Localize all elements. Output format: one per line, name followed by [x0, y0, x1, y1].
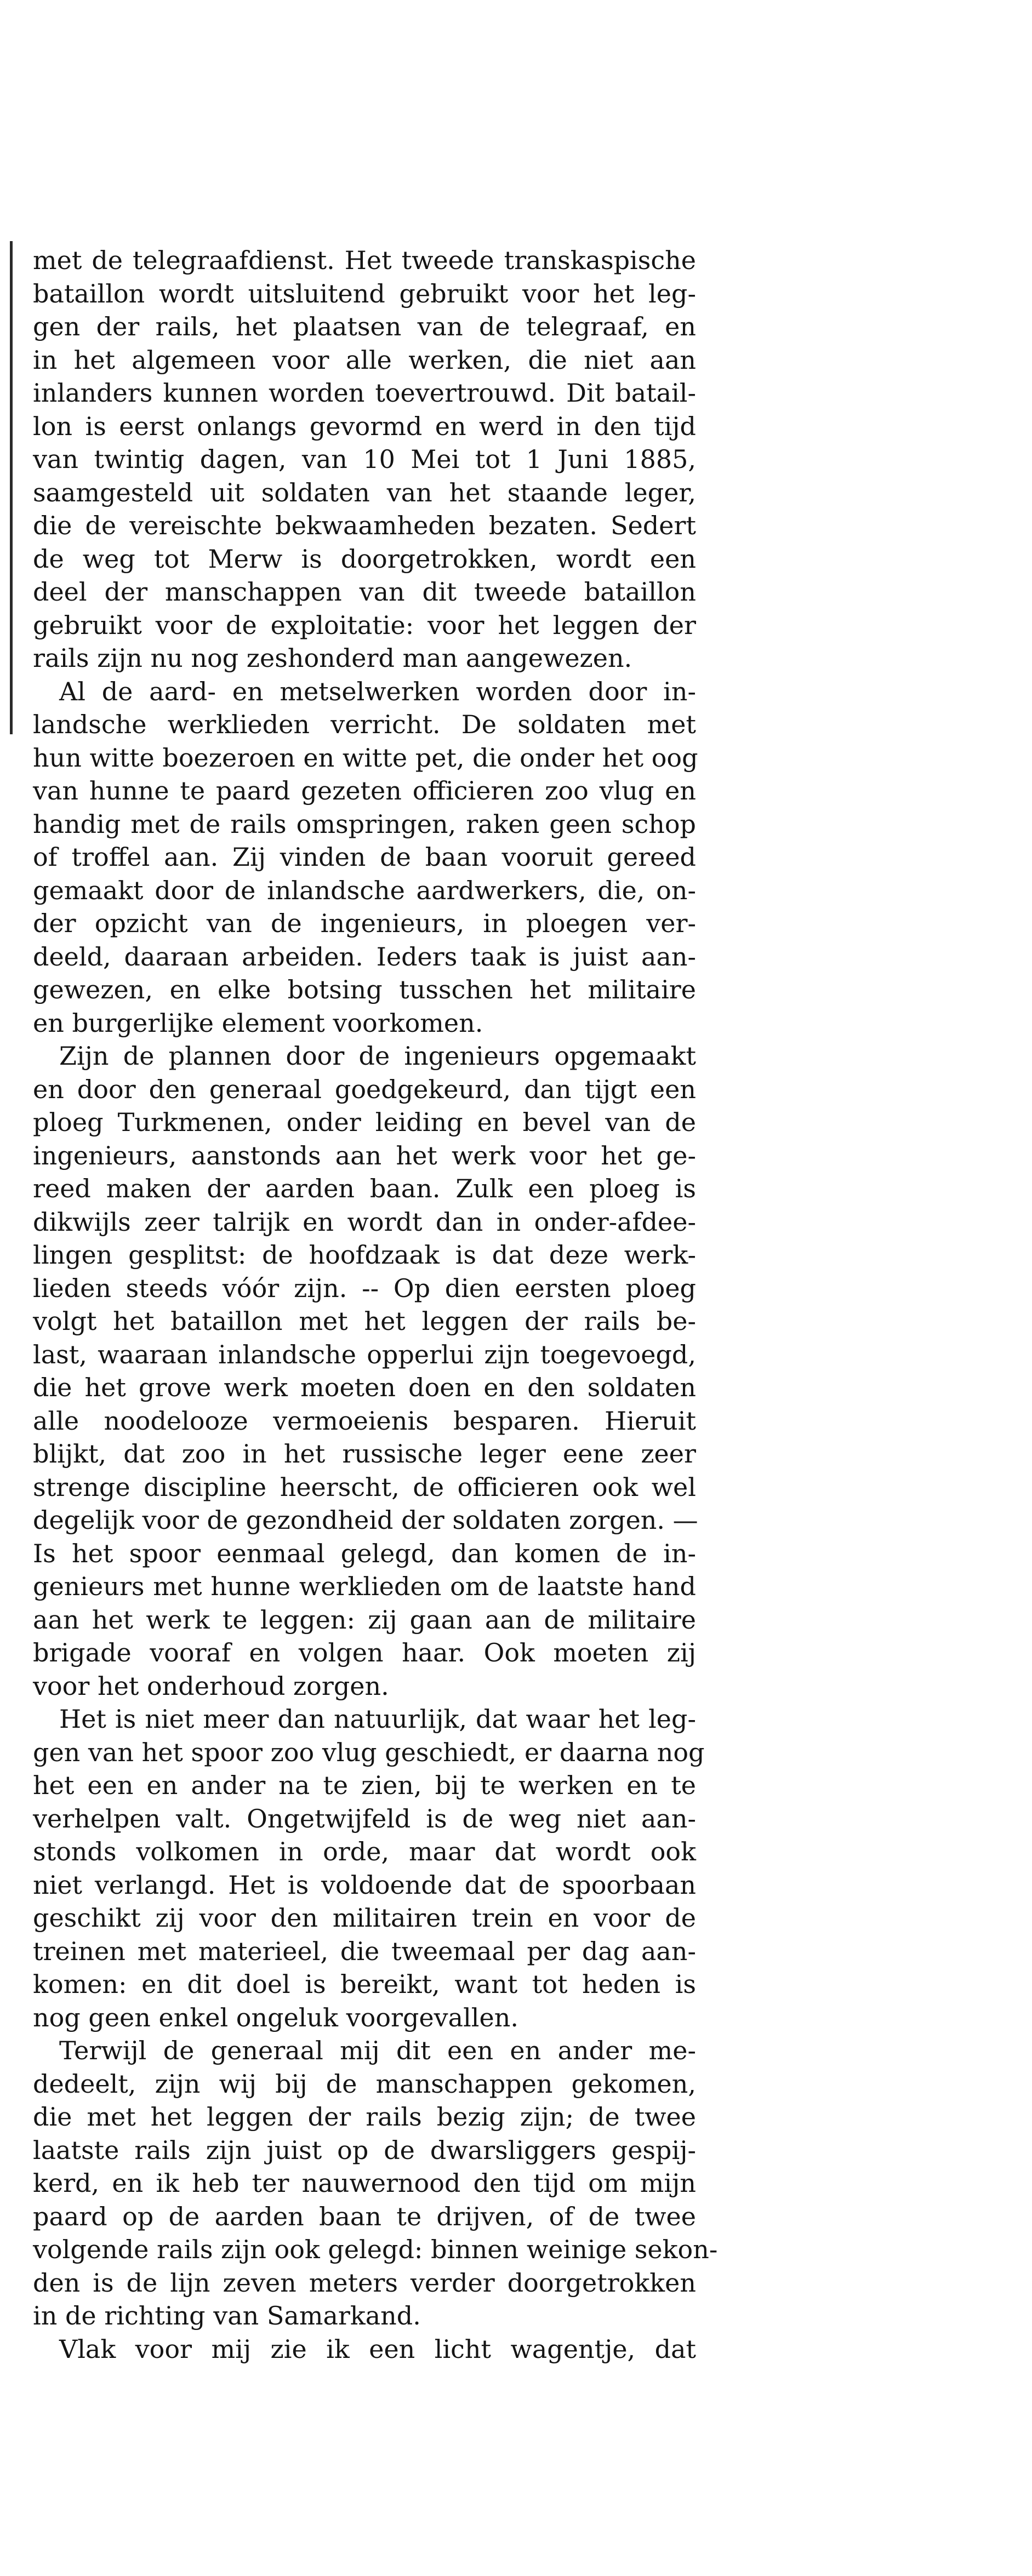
body-text — [33, 244, 718, 2366]
text-line: strenge discipline heerscht, de officieren ook wel — [33, 1472, 696, 1502]
text-line: landsche werklieden verricht. De soldaten met — [33, 710, 696, 739]
text-line: inlanders kunnen worden toevertrouwd. Dit batail- — [33, 378, 696, 408]
text-line: deeld, daaraan arbeiden. Ieders taak is juist aan- — [33, 941, 696, 972]
text-line: volgt het bataillon met het leggen der rails be- — [33, 1306, 696, 1336]
text-line: genieurs met hunne werklieden om de laatste hand — [33, 1572, 696, 1601]
text-line: nog geen enkel ongeluk voorgevallen. — [33, 2002, 518, 2032]
text-line: en burgerlijke element voorkomen. — [33, 1008, 483, 1038]
text-line: deel der manschappen van dit tweede bataillon — [33, 577, 696, 607]
text-line: paard op de aarden baan te drijven, of de twee — [33, 2201, 696, 2231]
text-line: dedeelt, zijn wij bij de manschappen gekomen, — [33, 2069, 696, 2099]
text-line: ploeg Turkmenen, onder leiding en bevel van de — [33, 1107, 696, 1137]
text-line: Is het spoor eenmaal gelegd, dan komen de in- — [33, 1538, 696, 1568]
text-line: die de vereischte bekwaamheden bezaten. Sedert — [33, 511, 696, 540]
text-line: last, waaraan inlandsche opperlui zijn toegevoegd, — [33, 1339, 696, 1369]
text-line: en door den generaal goedgekeurd, dan tijgt een — [33, 1074, 696, 1104]
text-line: gewezen, en elke botsing tusschen het militaire — [33, 975, 696, 1004]
text-line: die met het leggen der rails bezig zijn; de twee — [33, 2102, 696, 2132]
text-line: gen van het spoor zoo vlug geschiedt, er daarna nog — [33, 1737, 705, 1767]
text-line: saamgesteld uit soldaten van het staande leger, — [33, 477, 696, 507]
text-line: treinen met materieel, die tweemaal per dag aan- — [33, 1936, 696, 1966]
text-line: Vlak voor mij zie ik een licht wagentje, dat — [59, 2334, 696, 2364]
text-line: rails zijn nu nog zeshonderd man aangewezen. — [33, 643, 632, 673]
text-line: ingenieurs, aanstonds aan het werk voor het ge- — [33, 1140, 696, 1170]
text-line: de weg tot Merw is doorgetrokken, wordt een — [33, 544, 696, 574]
text-line: lon is eerst onlangs gevormd en werd in den tijd — [33, 411, 696, 441]
text-line: dikwijls zeer talrijk en wordt dan in onder-afdee- — [33, 1207, 696, 1237]
text-line: voor het onderhoud zorgen. — [33, 1671, 389, 1701]
text-line: lingen gesplitst: de hoofdzaak is dat deze werk- — [33, 1240, 696, 1270]
text-line: komen: en dit doel is bereikt, want tot heden is — [33, 1969, 696, 1999]
text-line: bataillon wordt uitsluitend gebruikt voor het leg- — [33, 278, 696, 309]
text-line: gen der rails, het plaatsen van de telegraaf, en — [33, 312, 696, 341]
text-line: kerd, en ik heb ter nauwernood den tijd om mijn — [33, 2168, 696, 2198]
text-line: volgende rails zijn ook gelegd: binnen weinige sekon- — [33, 2235, 718, 2264]
text-line: aan het werk te leggen: zij gaan aan de militaire — [33, 1604, 696, 1635]
text-line: Zijn de plannen door de ingenieurs opgemaakt — [59, 1041, 696, 1071]
text-line: geschikt zij voor den militairen trein en voor de — [33, 1903, 696, 1933]
text-line: verhelpen valt. Ongetwijfeld is de weg niet aan- — [33, 1803, 696, 1834]
text-line: stonds volkomen in orde, maar dat wordt ook — [33, 1837, 696, 1866]
text-line: hun witte boezeroen en witte pet, die onder het oog — [33, 742, 698, 773]
text-line: degelijk voor de gezondheid der soldaten zorgen. — — [33, 1505, 698, 1535]
text-line: Het is niet meer dan natuurlijk, dat waar het leg- — [59, 1704, 696, 1734]
text-line: reed maken der aarden baan. Zulk een ploeg is — [33, 1174, 696, 1203]
text-line: die het grove werk moeten doen en den soldaten — [33, 1373, 696, 1402]
text-line: der opzicht van de ingenieurs, in ploegen ver- — [33, 909, 696, 938]
text-line: in de richting van Samarkand. — [33, 2301, 421, 2331]
text-line: gemaakt door de inlandsche aardwerkers, die, on- — [33, 875, 696, 905]
text-line: met de telegraafdienst. Het tweede transkaspische — [33, 245, 696, 275]
text-line: Terwijl de generaal mij dit een en ander me- — [59, 2036, 696, 2065]
text-line: of troffel aan. Zij vinden de baan vooruit gereed — [33, 842, 696, 872]
text-line: gebruikt voor de exploitatie: voor het leggen der — [33, 610, 696, 640]
text-line: laatste rails zijn juist op de dwarsliggers gespij- — [33, 2135, 696, 2165]
text-line: blijkt, dat zoo in het russische leger eene zeer — [33, 1439, 696, 1469]
text-line: den is de lijn zeven meters verder doorgetrokken — [33, 2267, 696, 2298]
text-line: brigade vooraf en volgen haar. Ook moeten zij — [33, 1638, 696, 1667]
text-line: in het algemeen voor alle werken, die niet aan — [33, 345, 696, 375]
text-line: alle noodelooze vermoeienis besparen. Hieruit — [33, 1406, 696, 1436]
text-line: handig met de rails omspringen, raken geen schop — [33, 809, 696, 839]
text-line: lieden steeds vóór zijn. -- Op dien eersten ploeg — [33, 1273, 696, 1303]
text-line: niet verlangd. Het is voldoende dat de spoorbaan — [33, 1870, 696, 1900]
text-line: van hunne te paard gezeten officieren zoo vlug en — [33, 776, 696, 806]
text-line: het een en ander na te zien, bij te werken en te — [33, 1770, 696, 1800]
text-line: Al de aard- en metselwerken worden door in- — [59, 676, 696, 706]
margin-line — [10, 241, 13, 734]
text-line: van twintig dagen, van 10 Mei tot 1 Juni 1885, — [33, 444, 696, 474]
